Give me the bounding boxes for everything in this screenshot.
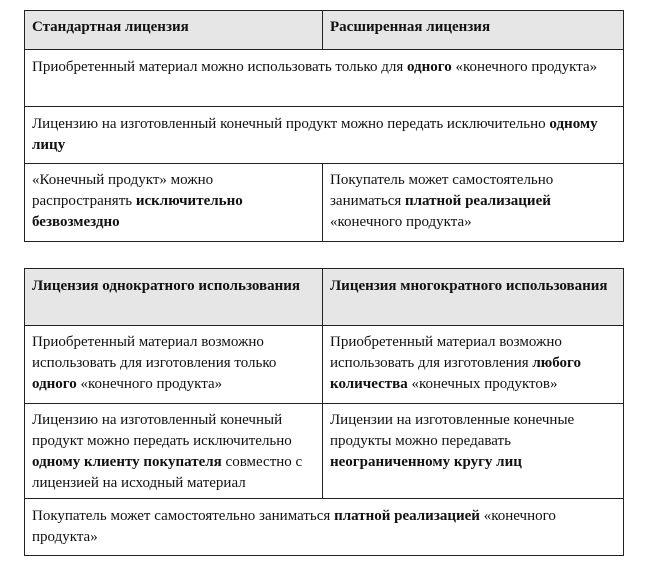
table-row [25, 50, 624, 107]
cell-text: «конечного продукта» [32, 508, 556, 545]
cell-text: совместно с лицензией на исходный материал [32, 454, 303, 491]
emphasis-text: одному лицу [32, 116, 598, 153]
emphasis-text: исключительно безвозмездно [32, 193, 243, 230]
emphasis-text: одного [32, 376, 77, 392]
cell-free-distribution [25, 164, 323, 242]
table-header-row [25, 11, 624, 50]
cell-transfer-one-client [25, 404, 323, 499]
cell-text: Лицензии на изготовленные конечные продукты можно передавать [330, 412, 575, 449]
header-multi-use-license: Лицензия многократного использования [323, 269, 624, 326]
cell-any-quantity-use [323, 326, 624, 404]
table-row [25, 404, 624, 499]
table-row [25, 499, 624, 556]
table-header-row [25, 269, 624, 326]
cell-text: Лицензию на изготовленный конечный продукт можно передать исключительно [32, 412, 292, 449]
cell-transfer-one-person [25, 107, 624, 164]
emphasis-text: платной реализацией [334, 508, 480, 524]
cell-text: «конечных продуктов» [407, 376, 558, 392]
emphasis-text: одного [406, 59, 452, 75]
cell-text: «конечного продукта» [451, 59, 598, 75]
cell-paid-sale [323, 164, 624, 242]
header-standard-license: Стандартная лицензия [25, 11, 323, 50]
cell-text: Покупатель может самостоятельно заниматься [330, 172, 554, 209]
emphasis-text: одному клиенту покупателя [32, 454, 222, 470]
cell-text: Покупатель может самостоятельно заниматься [32, 508, 335, 524]
cell-text: «конечного продукта» [330, 214, 472, 230]
cell-text: Приобретенный материал возможно использовать для изготовления [330, 334, 562, 371]
emphasis-text: платной реализацией [405, 193, 551, 209]
cell-text: Приобретенный материал возможно использовать для изготовления только [32, 334, 277, 371]
header-single-use-license: Лицензия однократного использования [25, 269, 323, 326]
emphasis-text: неограниченному кругу лиц [330, 454, 522, 470]
cell-single-end-product [25, 50, 624, 107]
cell-text: «Конечный продукт» можно распространять [32, 172, 214, 209]
cell-text: Лицензию на изготовленный конечный продукт можно передать исключительно [32, 116, 550, 132]
cell-single-product-use [25, 326, 323, 404]
cell-text: «конечного продукта» [76, 376, 223, 392]
license-table-single-multi-use [24, 268, 624, 556]
cell-paid-sale-full [25, 499, 624, 556]
table-row [25, 107, 624, 164]
cell-text: Приобретенный материал можно использовать только для [32, 59, 407, 75]
table-row [25, 326, 624, 404]
table-row [25, 164, 624, 242]
header-extended-license: Расширенная лицензия [323, 11, 624, 50]
license-table-standard-extended [24, 10, 624, 242]
emphasis-text: любого количества [330, 355, 581, 392]
cell-transfer-unlimited [323, 404, 624, 499]
